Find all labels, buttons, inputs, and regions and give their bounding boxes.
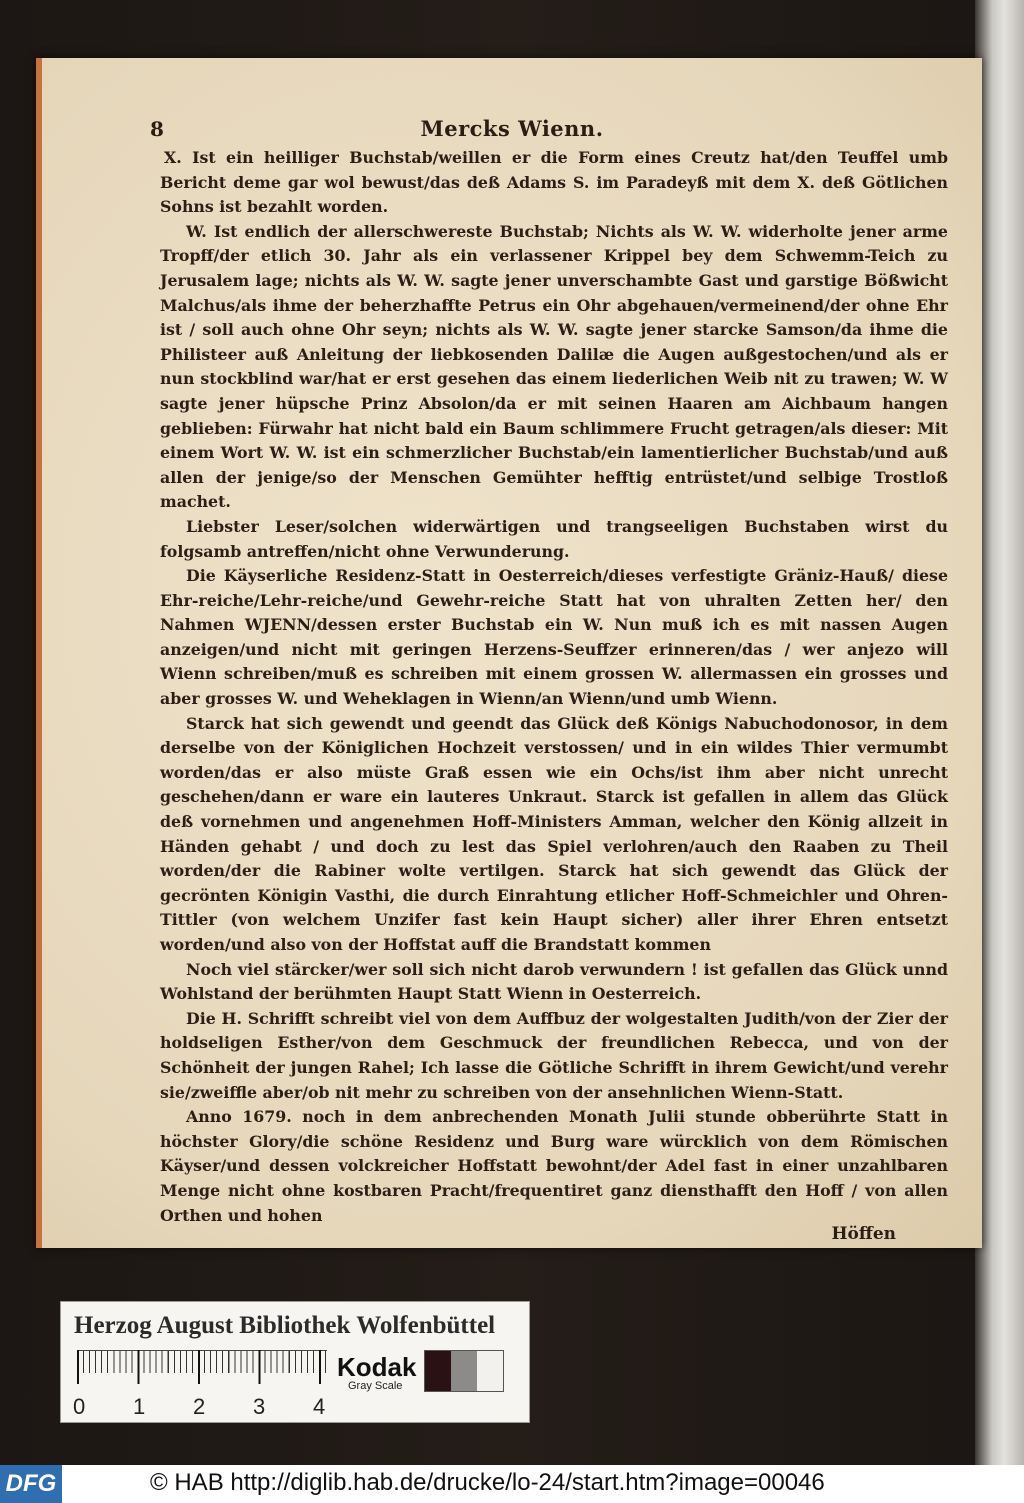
gray-patch [451,1351,477,1391]
paragraph: Die Käyserliche Residenz-Statt in Oesterreich/dieses verfestigte Gräniz-Hauß/ diese Ehr-reiche/Lehr-reiche/und Gewehr-reiche Statt hat von uhralten Zetten her/ den Nahmen WJENN/dessen erster Buchstab ein W. Nun muß ich es mit nassen Augen anzeigen/und nicht mit geringen Herzens-Seuffzer erinneren/das / wer anjezo will Wienn schreiben/muß es schreiben mit einem grossen W. allermassen ein grosses und aber grosses W. und Weheklagen in Wienn/an Wienn/und umb Wienn. [160,566,948,709]
ruler-number: 3 [253,1394,266,1419]
ruler-number: 2 [193,1394,206,1419]
copyright-url[interactable]: © HAB http://diglib.hab.de/drucke/lo-24/start.htm?image=00046 [150,1469,825,1496]
gray-patch [425,1351,451,1391]
footer-bar [0,1465,1024,1503]
paragraph: Noch viel stärcker/wer soll sich nicht darob verwundern ! ist gefallen das Glück unnd Wohlstand der berühmten Haupt Statt Wienn in Oesterreich. [160,959,948,1004]
paragraph: Liebster Leser/solchen widerwärtigen und trangseeligen Buchstaben wirst du folgsamb antreffen/nicht ohne Verwunderung. [160,516,948,561]
paragraph: X. Ist ein heilliger Buchstab/weillen er die Form eines Creutz hat/den Teuffel umb Bericht deme gar wol bewust/das deß Adams S. im Paradeyß mit dem X. deß Götlichen Sohns ist bezahlt worden. [160,148,948,217]
gray-patch [477,1351,503,1391]
paragraph: W. Ist endlich der allerschwereste Buchstab; Nichts als W. W. widerholte jener arme Tropff/der etlich 30. Jahr als ein verlassener Krippel bey dem Schwemm-Teich zu Jerusalem lage; nichts als W. W. sagte jener unverschambte Gast und garstige Bößwicht Malchus/als ihme der beherzhaffte Petrus ein Ohr abgehauen/vermeinend/der ohne Ehr ist / soll auch ohne Ohr seyn; nichts als W. W. sagte jener starcke Samson/da ihme die Philisteer auß Anleitung der liebkosenden Dalilæ die Augen außgestochen/und als er nun stockblind war/hat er erst gesehen das einem liederlichen Weib nit zu trawen; W. W sagte jener hüpsche Prinz Absolon/da er mit seinen Haaren am Aichbaum hangen geblieben: Fürwahr hat nicht bald ein Baum schlimmere Frucht getragen/als dieser: Mit einem Wort W. W. ist ein schmerzlicher Buchstab/ein lamentierlicher Buchstab/und auß allen der jenige/so der Menschen Gemühter hefftig entrüstet/und selbige Trostloß machet. [160,221,948,512]
page-number: 8 [150,117,164,141]
institution-label: Herzog August Bibliothek Wolfenbüttel [74,1312,496,1339]
catchword: Höffen [831,1224,896,1244]
kodak-logo: Kodak [337,1352,417,1382]
page-body [160,146,948,1228]
ruler-major-ticks [77,1350,327,1384]
adjacent-page-edge [975,0,1024,1465]
kodak-subtitle: Gray Scale [348,1380,403,1392]
document-page [36,58,982,1248]
paragraph: Die H. Schrifft schreibt viel von dem Auffbuz der wolgestalten Judith/von der Zier der holdseligen Esther/von dem Geschmuck der freundlichen Rebecca, und von der Schönheit der jungen Rahel; Ich lasse die Götliche Schrifft in ihrem Gewicht/und verehr sie/zweiffle aber/ob nit mehr zu schreiben von der ansehnlichen Wienn-Statt. [160,1008,948,1102]
color-reference-card [60,1301,530,1423]
ruler-number: 0 [73,1394,86,1419]
gray-scale-patches [424,1350,504,1392]
dfg-logo: DFG [0,1465,62,1503]
running-head: Mercks Wienn. [420,116,604,141]
paragraph: Anno 1679. noch in dem anbrechenden Monath Julii stunde obberührte Statt in höchster Glory/die schöne Residenz und Burg ware würcklich von dem Römischen Käyser/und dessen volckreicher Hoffstatt bewohnt/der Adel fast in einer unzahlbaren Menge nicht ohne kostbaren Pracht/frequentiret ganz diensthafft den Hoff / von allen Orthen und hohen [160,1107,948,1225]
paragraph: Starck hat sich gewendt und geendt das Glück deß Königs Nabuchodonosor, in dem derselbe von der Königlichen Hochzeit verstossen/ und in ein wildes Thier vermumbt worden/das er also müste Graß essen wie ein Ochs/ist ihm aber nicht unrecht geschehen/dann er ware ein lauteres Unkraut. Starck ist gefallen in allem das Glück deß vornehmen und angenehmen Hoff-Ministers Amman, welcher den König allzeit in Händen gehabt / und doch zu lest das Spiel verlohren/auch den Raaben zu Theil worden/der die Rabiner wolte vertilgen. Starck hat sich gewendt das Glück der gecrönten Königin Vasthi, die durch Einrahtung etlicher Hoff-Schmeichler und Ohren-Tittler (von welchem Unzifer fast kein Haupt sicher) aller ihrer Ehren entsetzt worden/und also von der Hoffstat auff die Brandstatt kommen [160,713,948,954]
ruler-number: 4 [313,1394,326,1419]
ruler-number: 1 [133,1394,146,1419]
